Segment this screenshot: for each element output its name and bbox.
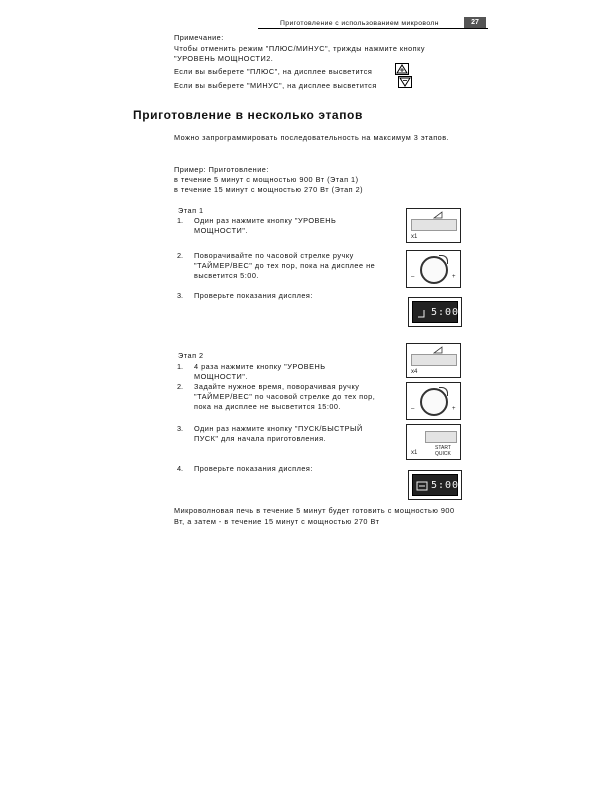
stage1-title: Этап 1 [178, 206, 204, 215]
stage1-step1-line: Один раз нажмите кнопку "УРОВЕНЬ [194, 216, 337, 225]
display-time: 5:00 [431, 480, 460, 491]
power-level-button [411, 354, 457, 366]
lcd-display [412, 301, 458, 323]
summary-line-2: Вт, а затем - в течение 15 минут с мощностью 270 Вт [174, 517, 380, 526]
start-button-figure [406, 424, 461, 460]
quick-label: QUICK [435, 451, 451, 457]
stage2-step1-line: МОЩНОСТИ". [194, 372, 248, 381]
press-count-label: x4 [411, 369, 418, 375]
stage1-step3-line: Проверьте показания дисплея: [194, 291, 313, 300]
stage2-step4-line: Проверьте показания дисплея: [194, 464, 313, 473]
stage2-step4-number: 4. [177, 464, 184, 473]
header-rule [258, 28, 488, 29]
example-line-2: в течение 15 минут с мощностью 270 Вт (Этап 2) [174, 185, 364, 194]
plus-mark: + [452, 406, 456, 412]
power-ramp-icon [433, 346, 443, 354]
stage2-step2-line: пока на дисплее не высветится 15:00. [194, 402, 341, 411]
power-button-figure-stage2 [406, 343, 461, 378]
clockwise-arrow-icon [439, 387, 448, 396]
power-button-figure [406, 208, 461, 243]
stage1-step2-line: Поворачивайте по часовой стрелке ручку [194, 251, 354, 260]
clockwise-arrow-icon [439, 255, 448, 264]
power-ramp-icon [433, 211, 443, 219]
note-line-2: "УРОВЕНЬ МОЩНОСТИ2. [174, 54, 274, 63]
stage1-step3-number: 3. [177, 291, 184, 300]
stage2-step2-line: "ТАЙМЕР/ВЕС" по часовой стрелке до тех пор, [194, 392, 376, 401]
section-heading: Приготовление в несколько этапов [133, 108, 363, 122]
display-figure-stage1 [408, 297, 462, 327]
stage2-step1-number: 1. [177, 362, 184, 371]
stage1-step1-line: МОЩНОСТИ". [194, 226, 248, 235]
stage1-step2-line: высветится 5:00. [194, 271, 259, 280]
start-quick-start-button [425, 431, 457, 443]
stage1-step2-line: "ТАЙМЕР/ВЕС" до тех пор, пока на дисплее не [194, 261, 376, 270]
timer-knob-figure [406, 250, 461, 288]
stage2-step2-number: 2. [177, 382, 184, 391]
minus-symbol-icon [398, 76, 412, 88]
plus-symbol-icon [395, 63, 409, 75]
example-label: Пример: Приготовление: [174, 165, 269, 174]
example-line-1: в течение 5 минут с мощностью 900 Вт (Этап 1) [174, 175, 359, 184]
stage2-step2-line: Задайте нужное время, поворачивая ручку [194, 382, 360, 391]
stage2-step3-line: ПУСК" для начала приготовления. [194, 434, 327, 443]
press-count-label: x1 [411, 234, 418, 240]
power-level-button [411, 219, 457, 231]
note-label: Примечание: [174, 33, 224, 42]
start-label: START [435, 445, 451, 451]
running-header-title: Приготовление с использованием микроволн [280, 20, 439, 27]
minus-mark: – [411, 274, 415, 280]
stage2-title: Этап 2 [178, 351, 204, 360]
summary-line-1: Микроволновая печь в течение 5 минут будет готовить с мощностью 900 [174, 506, 455, 515]
note-line-4: Если вы выберете "МИНУС", на дисплее высветится [174, 81, 377, 90]
page-number: 27 [464, 17, 486, 28]
display-time: 5:00 [431, 307, 460, 318]
timer-knob-figure-stage2 [406, 382, 461, 420]
note-line-1: Чтобы отменить режим "ПЛЮС/МИНУС", трижды нажмите кнопку [174, 44, 426, 53]
stage1-step1-number: 1. [177, 216, 184, 225]
stage2-step3-number: 3. [177, 424, 184, 433]
press-count-label: x1 [411, 450, 418, 456]
section-intro: Можно запрограммировать последовательность на максимум 3 этапов. [174, 133, 450, 142]
lcd-display [412, 474, 458, 496]
display-figure-stage2 [408, 470, 462, 500]
stage2-step1-line: 4 раза нажмите кнопку "УРОВЕНЬ [194, 362, 326, 371]
stage2-step3-line: Один раз нажмите кнопку "ПУСК/БЫСТРЫЙ [194, 424, 363, 433]
stage1-step2-number: 2. [177, 251, 184, 260]
microwave-power-icon [416, 307, 426, 319]
minus-mark: – [411, 406, 415, 412]
cooking-in-progress-icon [416, 480, 428, 492]
note-line-3: Если вы выберете "ПЛЮС", на дисплее высветится [174, 67, 373, 76]
plus-mark: + [452, 274, 456, 280]
